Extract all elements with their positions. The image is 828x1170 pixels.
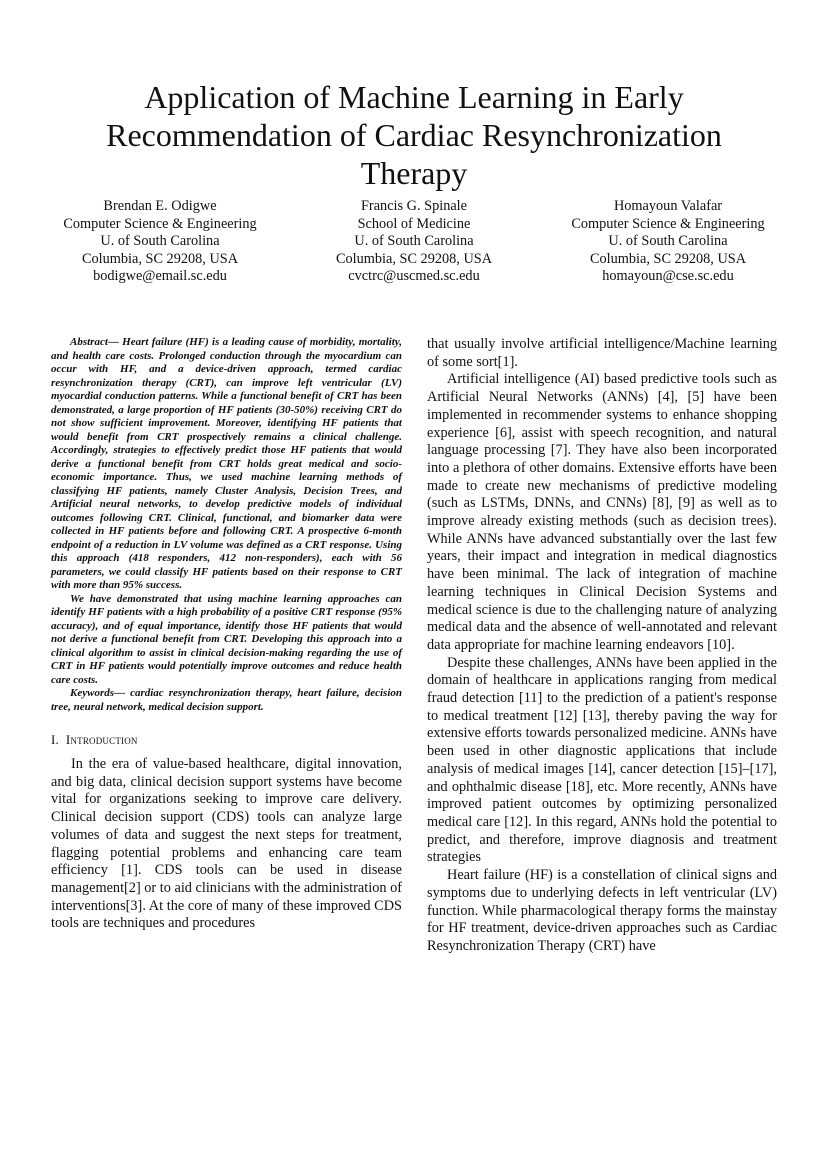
author-2: [294, 198, 534, 286]
author-3: [548, 198, 788, 286]
author-department: Computer Science & Engineering: [571, 215, 765, 232]
author-block: [40, 198, 788, 286]
body-paragraph: Artificial intelligence (AI) based predictive tools such as Artificial Neural Networks (ANNs) [4], [5] have been implemented in recommender systems to enhance shopping experience [6], assist with speech recognition, and natural language processing [7]. They have also been incorporated into a plethora of other domains. Extensive efforts have been made to create new mechanisms of predictive modeling (such as LSTMs, DNNs, and CNNs) [8], [9] as well as to improve already existing methods (such as decision trees). While ANNs have advanced substantially over the last few years, their impact and integration in medical diagnostics have been minimal. The lack of integration of machine learning techniques in Clinical Decision Systems and medical science is due to the challenging nature of analyzing medical data and the absence of well-annotated and relevant data appropriate for machine learning endeavors [10].: [427, 371, 777, 653]
body-paragraph: Despite these challenges, ANNs have been applied in the domain of healthcare in applications ranging from medical fraud detection [11] to the prediction of a patient's response to medical treatment [12] [13], thereby paving the way for extensive efforts towards personalized medicine. ANNs have been used in other diagnostic applications that include analysis of medical images [14], cancer detection [15]–[17], and ophthalmic disease [18], etc. More recently, ANNs have improved patient outcomes by optimizing personalized medical care [12]. In this regard, ANNs hold the potential to predict, and therefore, improve diagnosis and treatment strategies: [427, 654, 777, 866]
author-organization: U. of South Carolina: [354, 233, 474, 250]
right-column: [427, 336, 777, 956]
keywords: Keywords— cardiac resynchronization therapy, heart failure, decision tree, neural network, medical decision support.: [51, 687, 402, 713]
author-department: School of Medicine: [357, 215, 471, 232]
author-email: cvctrc@uscmed.sc.edu: [348, 268, 480, 285]
author-name: Francis G. Spinale: [360, 198, 468, 214]
author-organization: U. of South Carolina: [100, 233, 220, 250]
author-address: Columbia, SC 29208, USA: [335, 250, 493, 267]
body-paragraph: In the era of value-based healthcare, digital innovation, and big data, clinical decision support systems have become vital for organizations seeking to improve care delivery. Clinical decision support (CDS) tools can analyze large volumes of data and suggest the next steps for treatment, flagging potential problems and enhancing care team efficiency [1]. CDS tools can be used in disease management[2] or to aid clinicians with the administration of interventions[3]. At the core of many of these improved CDS tools are techniques and procedures: [51, 756, 402, 932]
author-email: bodigwe@email.sc.edu: [93, 268, 227, 285]
author-email: homayoun@cse.sc.edu: [602, 268, 734, 285]
author-address: Columbia, SC 29208, USA: [81, 250, 239, 267]
author-organization: U. of South Carolina: [608, 233, 728, 250]
author-address: Columbia, SC 29208, USA: [589, 250, 747, 267]
section-number: I.: [51, 732, 59, 747]
paper-title: Application of Machine Learning in Early Recommendation of Cardiac Resynchronization Therapy: [106, 79, 722, 191]
body-text-left: [51, 756, 402, 933]
author-department: Computer Science & Engineering: [63, 215, 257, 232]
body-paragraph: that usually involve artificial intelligence/Machine learning of some sort[1].: [427, 336, 777, 370]
left-column: [51, 336, 402, 933]
abstract: [51, 336, 402, 714]
abstract-paragraph: We have demonstrated that using machine learning approaches can identify HF patients with a high probability of a positive CRT response (95% accuracy), and of equal importance, identify those HF patients that would not derive a functional benefit from CRT. Developing this approach into a clinical algorithm to assist in clinical decision-making regarding the use of CRT in HF patients would potentially improve outcomes and reduce health care costs.: [51, 592, 402, 686]
section-title: Introduction: [65, 732, 138, 747]
author-name: Brendan E. Odigwe: [103, 198, 217, 214]
body-text-right: [427, 336, 777, 956]
abstract-paragraph: Abstract— Heart failure (HF) is a leading cause of morbidity, mortality, and health care costs. Prolonged conduction through the myocardium can occur with HF, and a device-driven approach, termed cardiac resynchronization therapy (CRT), can improve left ventricular (LV) myocardial conduction patterns. While a functional benefit of CRT has been demonstrated, a large proportion of HF patients (30-50%) receiving CRT do not show sufficient improvement. Moreover, identifying HF patients that would benefit from CRT prospectively remains a clinical challenge. Accordingly, strategies to effectively predict those HF patients that would derive a functional benefit from CRT holds great medical and socio-economic importance. Thus, we used machine learning methods of classifying HF patients, namely Cluster Analysis, Decision Trees, and Artificial neural networks, to develop predictive models of individual outcomes following CRT. Clinical, functional, and biomarker data were collected in HF patients before and following CRT. A prospective 6-month endpoint of a reduction in LV volume was defined as a CRT response. Using this approach (418 responders, 412 non-responders), each with 56 parameters, we could classify HF patients based on their response to CRT with more than 95% success.: [51, 336, 402, 591]
section-heading: [51, 732, 402, 748]
author-1: [40, 198, 280, 286]
body-paragraph: Heart failure (HF) is a constellation of clinical signs and symptoms due to underlying defects in left ventricular (LV) function. While pharmacological therapy forms the mainstay for HF treatment, device-driven approaches such as Cardiac Resynchronization Therapy (CRT) have: [427, 867, 777, 954]
author-name: Homayoun Valafar: [613, 198, 723, 214]
